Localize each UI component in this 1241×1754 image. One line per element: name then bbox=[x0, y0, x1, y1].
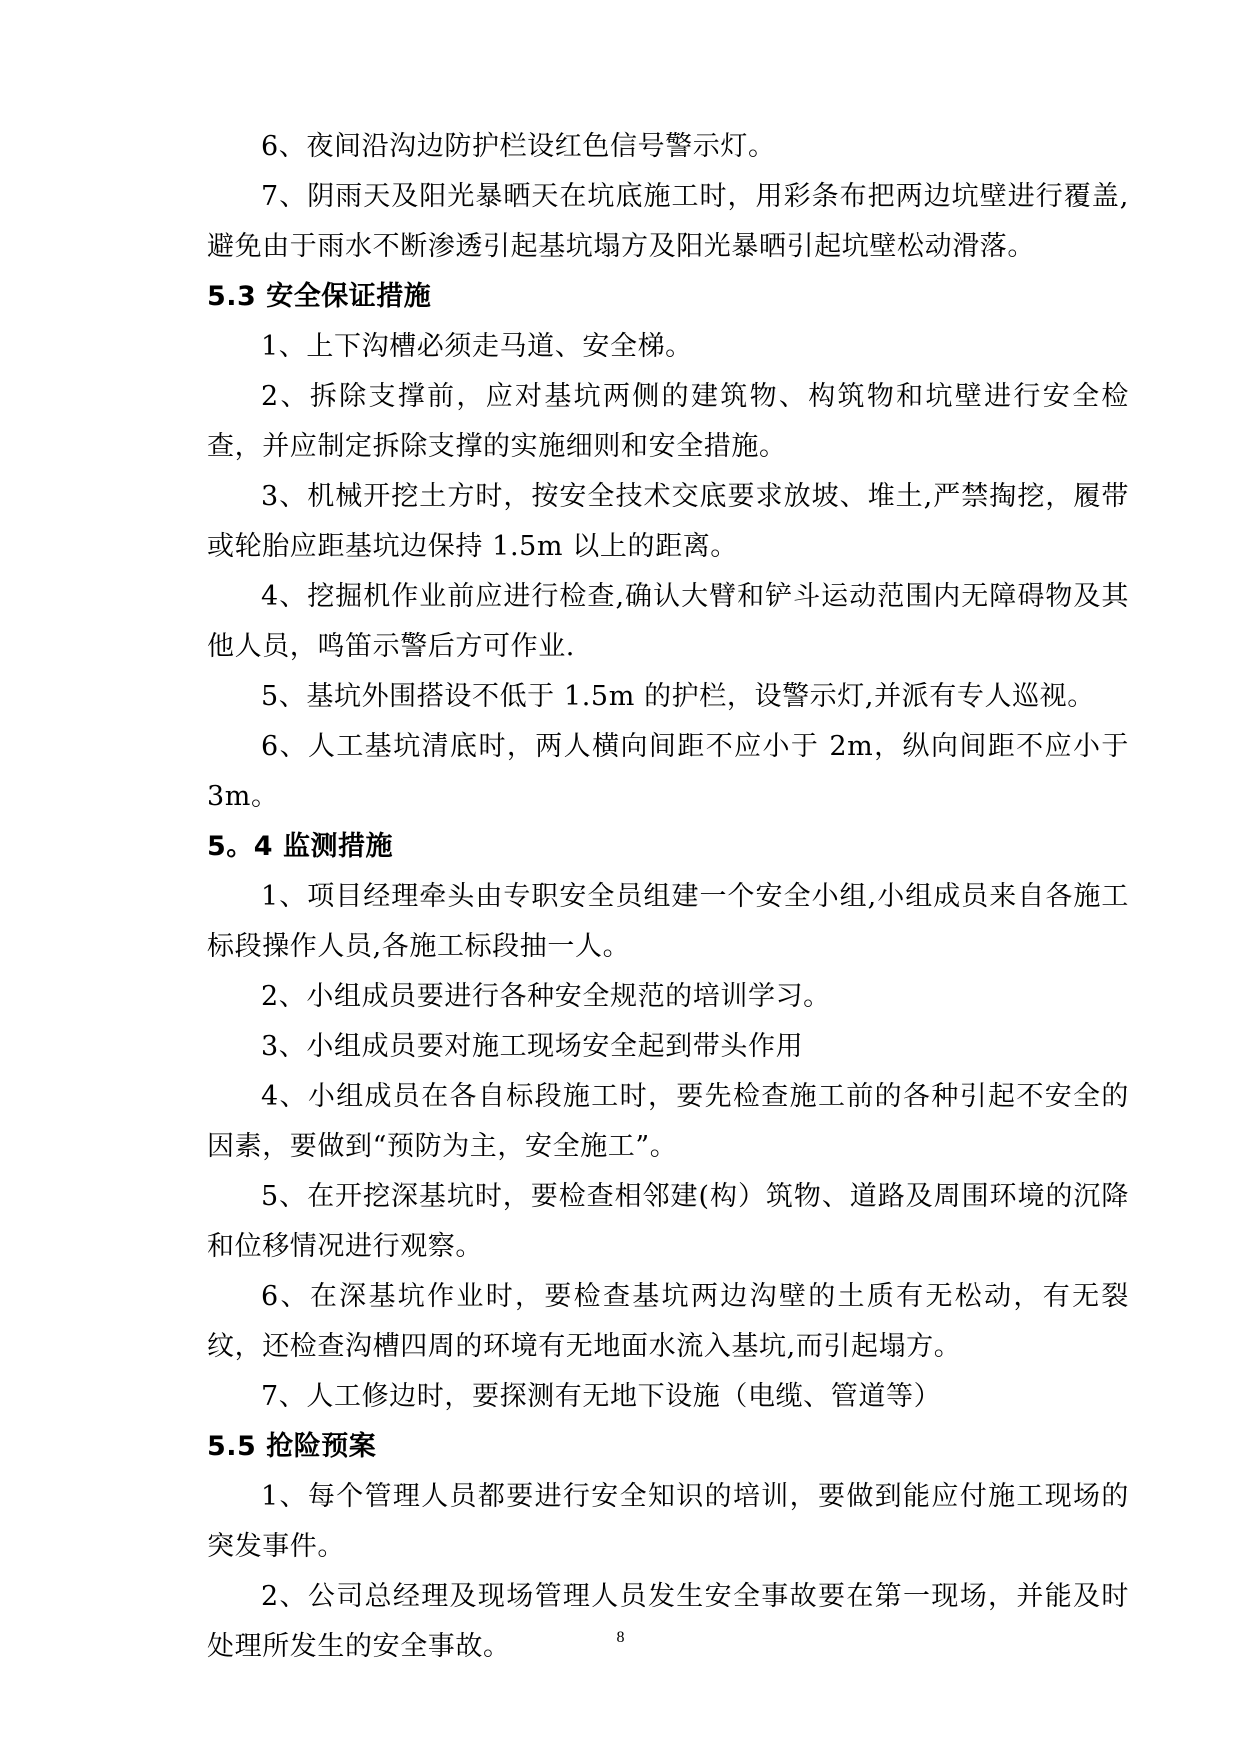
paragraph-manual-cleaning: 6、人工基坑清底时，两人横向间距不应小于 2m，纵向间距不应小于 3m。 bbox=[207, 731, 1129, 812]
heading-monitoring-measures: 5。4 监测措施 bbox=[207, 831, 393, 862]
page-number: 8 bbox=[616, 1629, 625, 1646]
paragraph-support-removal: 2、拆除支撑前，应对基坑两侧的建筑物、构筑物和坑壁进行安全检查，并应制定拆除支撑的实施细则和安全措施。 bbox=[207, 381, 1129, 462]
paragraph-night-warning-lights: 6、夜间沿沟边防护栏设红色信号警示灯。 bbox=[261, 131, 776, 162]
paragraph-leading-role: 3、小组成员要对施工现场安全起到带头作用 bbox=[261, 1031, 804, 1062]
paragraph-excavator-check: 4、挖掘机作业前应进行检查,确认大臂和铲斗运动范围内无障碍物及其他人员，鸣笛示警后方可作业. bbox=[207, 581, 1129, 662]
paragraph-mechanical-excavation: 3、机械开挖土方时，按安全技术交底要求放坡、堆土,严禁掏挖，履带或轮胎应距基坑边保持 1.5m 以上的距离。 bbox=[207, 481, 1129, 562]
paragraph-wall-inspection: 6、在深基坑作业时，要检查基坑两边沟壁的土质有无松动，有无裂纹，还检查沟槽四周的环境有无地面水流入基坑,而引起塌方。 bbox=[207, 1281, 1129, 1362]
paragraph-pre-check: 4、小组成员在各自标段施工时，要先检查施工前的各种引起不安全的因素，要做到“预防为主，安全施工”。 bbox=[207, 1081, 1129, 1162]
paragraph-accident-response: 2、公司总经理及现场管理人员发生安全事故要在第一现场，并能及时处理所发生的安全事故。 bbox=[207, 1581, 1129, 1662]
page-content bbox=[207, 122, 1129, 1672]
heading-emergency-plan: 5.5 抢险预案 bbox=[207, 1431, 377, 1462]
paragraph-safety-team: 1、项目经理牵头由专职安全员组建一个安全小组,小组成员来自各施工标段操作人员,各施工标段抽一人。 bbox=[207, 881, 1129, 962]
paragraph-training: 2、小组成员要进行各种安全规范的培训学习。 bbox=[261, 981, 831, 1012]
paragraph-ladder: 1、上下沟槽必须走马道、安全梯。 bbox=[261, 331, 693, 362]
paragraph-staff-training: 1、每个管理人员都要进行安全知识的培训，要做到能应付施工现场的突发事件。 bbox=[207, 1481, 1129, 1562]
heading-safety-measures: 5.3 安全保证措施 bbox=[207, 281, 432, 312]
paragraph-guardrail: 5、基坑外围搭设不低于 1.5m 的护栏，设警示灯,并派有专人巡视。 bbox=[261, 681, 1095, 712]
paragraph-underground-facilities: 7、人工修边时，要探测有无地下设施（电缆、管道等） bbox=[261, 1381, 942, 1412]
paragraph-settlement-observation: 5、在开挖深基坑时，要检查相邻建(构）筑物、道路及周围环境的沉降和位移情况进行观察。 bbox=[207, 1181, 1129, 1262]
paragraph-rain-cover: 7、阴雨天及阳光暴晒天在坑底施工时，用彩条布把两边坑壁进行覆盖,避免由于雨水不断渗透引起基坑塌方及阳光暴晒引起坑壁松动滑落。 bbox=[207, 181, 1129, 262]
